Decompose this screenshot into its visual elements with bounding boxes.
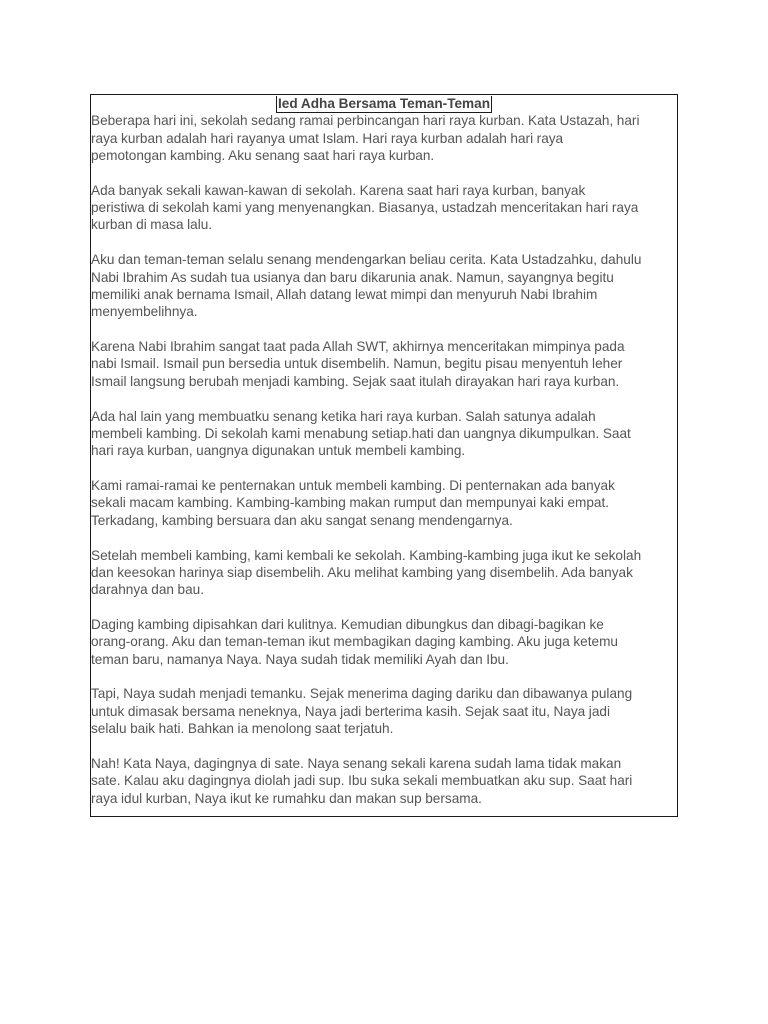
paragraph-line: Tapi, Naya sudah menjadi temanku. Sejak menerima daging dariku dan dibawanya pulang [91,686,633,702]
paragraph-line: peristiwa di sekolah kami yang menyenangkan. Biasanya, ustadzah menceritakan hari raya [91,200,639,216]
paragraph-line: Ada hal lain yang membuatku senang ketika hari raya kurban. Salah satunya adalah [91,408,596,424]
paragraph-line: memiliki anak bernama Ismail, Allah datang lewat mimpi dan menyuruh Nabi Ibrahim [91,286,598,302]
paragraph-line: hari raya kurban, uangnya digunakan untuk membeli kambing. [91,443,466,459]
paragraph-line: Beberapa hari ini, sekolah sedang ramai perbincangan hari raya kurban. Kata Ustazah, hari [91,113,640,129]
paragraph [91,616,677,668]
paragraph [91,338,677,390]
paragraph [91,408,677,460]
paragraph-line: sekali macam kambing. Kambing-kambing makan rumput dan mempunyai kaki empat. [91,495,610,511]
paragraph [91,251,677,320]
paragraph-line: teman baru, namanya Naya. Naya sudah tidak memiliki Ayah dan Ibu. [91,651,509,667]
paragraph-line: Terkadang, kambing bersuara dan aku sangat senang mendengarnya. [91,512,513,528]
paragraph-line: membeli kambing. Di sekolah kami menabung setiap.hati dan uangnya dikumpulkan. Saat [91,425,631,441]
document-box [90,94,678,817]
paragraph-line: untuk dimasak bersama neneknya, Naya jadi berterima kasih. Sejak saat itu, Naya jadi [91,703,610,719]
paragraph-line: selalu baik hati. Bahkan ia menolong saat terjatuh. [91,721,394,737]
paragraph-line: raya idul kurban, Naya ikut ke rumahku dan makan sup bersama. [91,790,482,806]
paragraph-line: orang-orang. Aku dan teman-teman ikut membagikan daging kambing. Aku juga ketemu [91,634,618,650]
title-row [91,95,677,112]
paragraph [91,112,677,164]
paragraph-line: menyembelihnya. [91,304,198,320]
paragraph-line: Kami ramai-ramai ke penternakan untuk membeli kambing. Di penternakan ada banyak [91,478,615,494]
paragraph-line: darahnya dan bau. [91,582,204,598]
paragraph-line: Ismail langsung berubah menjadi kambing. Sejak saat itulah dirayakan hari raya kurban. [91,373,620,389]
paragraph [91,547,677,599]
paragraph [91,755,677,807]
paragraph-line: kurban di masa lalu. [91,217,213,233]
paragraph-line: Daging kambing dipisahkan dari kulitnya. Kemudian dibungkus dan dibagi-bagikan ke [91,616,604,632]
document-body [91,112,677,807]
paragraph-line: pemotongan kambing. Aku senang saat hari raya kurban. [91,147,435,163]
paragraph-line: Nah! Kata Naya, dagingnya di sate. Naya senang sekali karena sudah lama tidak makan [91,755,622,771]
paragraph-line: raya kurban adalah hari rayanya umat Islam. Hari raya kurban adalah hari raya [91,130,564,146]
paragraph-line: sate. Kalau aku dagingnya diolah jadi sup. Ibu suka sekali membuatkan aku sup. Saat hari [91,773,633,789]
paragraph [91,685,677,737]
document-title: Ied Adha Bersama Teman-Teman [277,96,491,111]
paragraph-line: Aku dan teman-teman selalu senang mendengarkan beliau cerita. Kata Ustadzahku, dahulu [91,252,642,268]
paragraph-line: Nabi Ibrahim As sudah tua usianya dan baru dikarunia anak. Namun, sayangnya begitu [91,269,614,285]
paragraph-line: Setelah membeli kambing, kami kembali ke sekolah. Kambing-kambing juga ikut ke sekolah [91,547,642,563]
paragraph-line: Ada banyak sekali kawan-kawan di sekolah. Karena saat hari raya kurban, banyak [91,182,586,198]
paragraph-line: dan keesokan harinya siap disembelih. Aku melihat kambing yang disembelih. Ada banyak [91,564,633,580]
paragraph [91,477,677,529]
paragraph-line: nabi Ismail. Ismail pun bersedia untuk disembelih. Namun, begitu pisau menyentuh leher [91,356,623,372]
paragraph [91,182,677,234]
paragraph-line: Karena Nabi Ibrahim sangat taat pada Allah SWT, akhirnya menceritakan mimpinya pada [91,339,625,355]
